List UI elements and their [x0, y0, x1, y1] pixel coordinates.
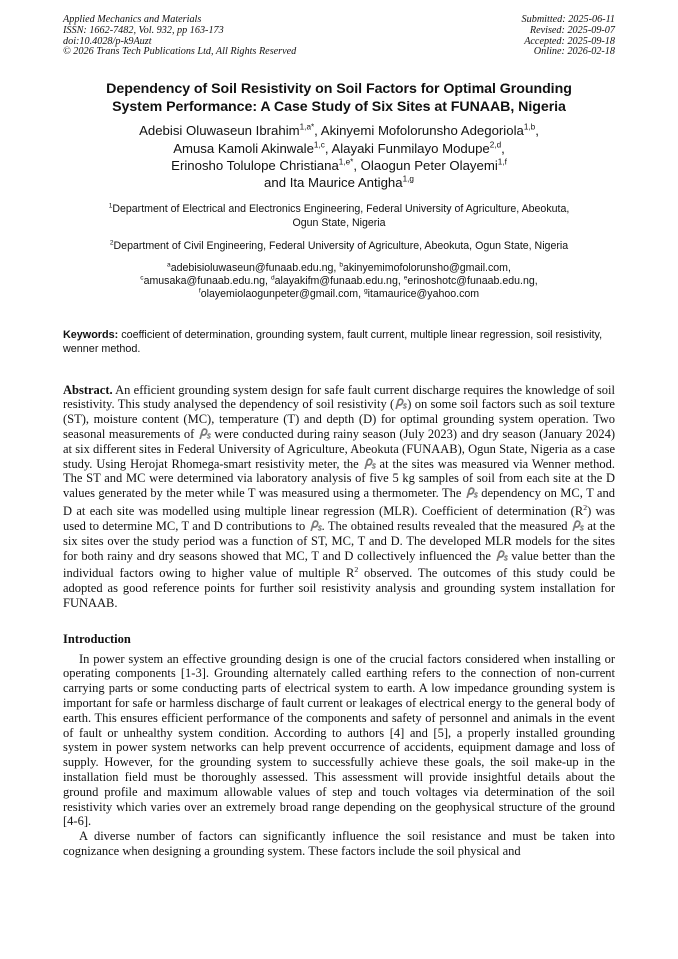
author-affiliation-mark: 1,c: [313, 140, 325, 150]
email-line: [63, 275, 615, 288]
author-name: and Ita Maurice Antigha: [264, 175, 403, 191]
rho-s-symbol-icon: [198, 428, 211, 439]
author-affiliation-mark: 1,a*: [299, 122, 315, 132]
email-address: olayemiolaogunpeter@gmail.com,: [200, 288, 364, 301]
author-name: Alayaki Funmilayo Modupe: [331, 140, 490, 156]
introduction-paragraph: In power system an effective grounding design is one of the crucial factors considered when installing or operating components [1-3]. Grounding alternately called earthing refers to the connection of non-current carrying parts or some conducting parts of electrical system to earth. A low impedance grounding system is important for safe or harmless discharge of fault current or leakages of electrical energy to the general body of earth. This ensures efficient performance of the components and safety of personnel and animals in the event of fault or unhealthy system condition. According to authors [4] and [5], a properly installed grounding system in power system networks can help prevent occurrence of accidents, equipment damage and loss of supply. However, for the grounding system to successfully achieve these goals, the soil make-up in the installation field must be thoroughly assessed. This assessment will provide insightful details about the ground profile and maximum allowable values of step and touch voltages via determination of the soil resistivity which varies over an extremely broad range depending on the geophysical structure of the ground [4-6].: [63, 651, 615, 829]
author-list: [63, 122, 615, 192]
email-mark: f: [198, 287, 201, 295]
journal-copyright: © 2026 Trans Tech Publications Ltd, All Rights Reserved: [63, 46, 297, 58]
journal-doi: doi:10.4028/p-k9Auzt: [63, 35, 152, 47]
journal-name: Applied Mechanics and Materials: [63, 14, 202, 25]
affiliation-list: [63, 202, 615, 254]
abstract: Abstract. An efficient grounding system design for safe fault current discharge requires the knowledge of soil resistivity. This study analysed the dependency of soil resistivity ( ) on some soil factors such as soil texture (ST), moisture content (MC), temperature (T) and depth (D) for optimal grounding system operation. Two seasonal measurements of were conducted during rainy season (July 2023) and dry season (January 2024) at six different sites in Federal University of Agriculture, Abeokuta (FUNAAB), Ogun State, Nigeria as a case study. Using Herojat Rhomega-smart resistivity meter, the at the sites was measured via Wenner method. The ST and MC were determined via laboratory analysis of five 5 kg samples of soil from each site at the D values generated by the meter while T was measured using a thermometer. The dependency on MC, T and D at each site was modelled using multiple linear regression (MLR). Coefficient of determination $(R^2)$ was used to determine MC, T and D contributions to . The obtained results revealed that the measured at the six sites over the study period was a function of ST, MC, T and D. The developed MLR models for the sites for both rainy and dry seasons showed that MC, T and D collectively influenced the value better than the individual factors owing to higher value of multiple $R^2$ observed. The outcomes of this study could be adopted as good reference points for further soil resistivity analysis and grounding system installation for FUNAAB.: [63, 382, 615, 611]
journal-issn: ISSN: 1662-7482, Vol. 932, pp 163-173: [63, 24, 224, 36]
paper-title: [63, 80, 615, 116]
author-line: Adebisi Oluwaseun Ibrahim$^{1,a*}$, Akinyemi Mofolorunsho Adegoriola$^{1,b}$,: [139, 122, 539, 139]
email-mark: g: [364, 287, 368, 295]
email-address: erinoshotc@funaab.edu.ng,: [407, 275, 538, 287]
author-line: Amusa Kamoli Akinwale$^{1,c}$, Alayaki Funmilayo Modupe$^{2,d}$,: [173, 140, 505, 156]
rho-s-symbol-icon: [394, 398, 407, 409]
rho-s-symbol-icon: [465, 487, 478, 498]
email-line: [63, 288, 615, 301]
affiliation-text: Ogun State, Nigeria: [292, 217, 386, 230]
affiliation-number: 1: [108, 202, 113, 210]
keywords-label: Keywords:: [63, 328, 119, 341]
author-name: Erinosho Tolulope Christiana: [171, 158, 339, 173]
author-name: Akinyemi Mofolorunsho Adegoriola: [320, 123, 524, 139]
affiliation: [63, 202, 615, 231]
rho-s-symbol-icon: [363, 458, 376, 469]
email-address: itamaurice@yahoo.com: [367, 288, 480, 301]
email-mark: a: [167, 261, 171, 269]
title-line: Dependency of Soil Resistivity on Soil Factors for Optimal Grounding: [106, 81, 572, 98]
introduction-paragraph: A diverse number of factors can significantly influence the soil resistance and must be taken into cognizance when designing a grounding system. These factors include the soil physical and: [63, 829, 615, 859]
email-list: [63, 262, 615, 302]
email-address: amusaka@funaab.edu.ng,: [143, 275, 271, 287]
journal-masthead: [63, 15, 615, 58]
rho-s-symbol-icon: [495, 550, 508, 561]
author-line: Erinosho Tolulope Christiana$^{1,e*}$, Olaogun Peter Olayemi$^{1,f}$: [171, 157, 507, 173]
email-mark: d: [270, 274, 275, 282]
title-line: System Performance: A Case Study of Six Sites at FUNAAB, Nigeria: [112, 99, 566, 116]
email-line: [63, 262, 615, 275]
affiliation-text: Department of Electrical and Electronics Engineering, Federal University of Agriculture, Abeokuta,: [112, 202, 570, 215]
author-affiliation-mark: 1,f: [497, 157, 507, 167]
date-submitted: Submitted: 2025-06-11: [521, 14, 615, 25]
author-line: [63, 174, 615, 191]
publication-dates: [522, 15, 615, 58]
email-address: adebisioluwaseun@funaab.edu.ng,: [170, 261, 340, 274]
email-mark: b: [339, 261, 343, 269]
date-accepted: Accepted: 2025-09-18: [524, 35, 615, 47]
keywords: [63, 328, 615, 357]
journal-info: [63, 15, 296, 58]
rho-s-symbol-icon: [571, 520, 584, 531]
affiliation: [63, 239, 615, 254]
date-revised: Revised: 2025-09-07: [529, 24, 615, 36]
email-address: akinyemimofolorunsho@gmail.com,: [342, 261, 511, 274]
author-affiliation-mark: 1,b: [523, 122, 536, 132]
rho-s-symbol-icon: [309, 520, 322, 531]
author-name: Amusa Kamoli Akinwale: [173, 140, 314, 156]
email-address: alayakifm@funaab.edu.ng,: [274, 275, 404, 287]
author-name: Olaogun Peter Olayemi: [360, 158, 498, 173]
abstract-label: Abstract.: [63, 382, 113, 397]
author-affiliation-mark: 1,g: [402, 175, 414, 185]
email-mark: c: [140, 274, 144, 282]
author-affiliation-mark: 1,e*: [338, 157, 354, 167]
date-online: Online: 2026-02-18: [533, 46, 615, 58]
introduction-heading: Introduction: [63, 631, 131, 646]
author-affiliation-mark: 2,d: [489, 140, 502, 150]
author-name: Adebisi Oluwaseun Ibrahim: [139, 123, 300, 139]
keywords-text: coefficient of determination, grounding system, fault current, multiple linear regression, soil resistivity, wenner method.: [63, 328, 603, 356]
affiliation-text: Department of Civil Engineering, Federal University of Agriculture, Abeokuta, Ogun State, Nigeria: [113, 240, 569, 252]
email-mark: e: [403, 274, 408, 282]
affiliation-number: 2: [109, 239, 114, 247]
